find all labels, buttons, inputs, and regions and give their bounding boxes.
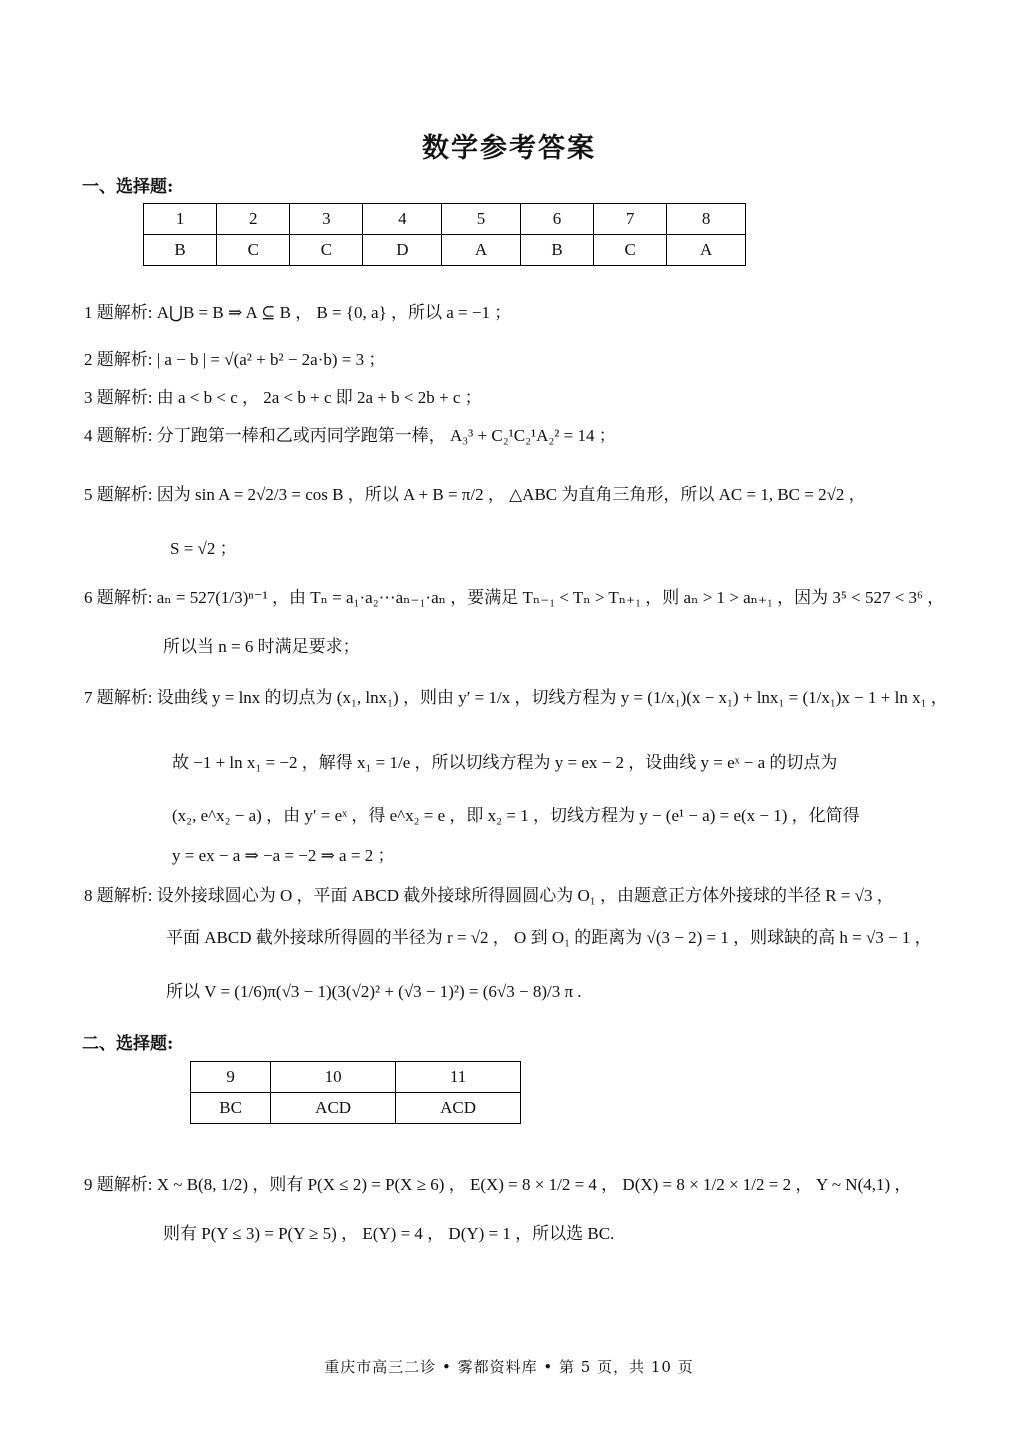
table-cell: 9 xyxy=(191,1062,271,1093)
table-cell: 4 xyxy=(363,204,442,235)
solution-8-line3: 所以 V = (1/6)π(√3 − 1)(3(√2)² + (√3 − 1)²) = (6√3 − 8)/3 π . xyxy=(166,982,582,1001)
table-cell: 3 xyxy=(290,204,363,235)
table-cell: B xyxy=(144,235,217,266)
table-cell: C xyxy=(217,235,290,266)
solution-7-line4: y = ex − a ⇒ −a = −2 ⇒ a = 2 ； xyxy=(172,846,395,865)
table-cell: 8 xyxy=(667,204,746,235)
solution-8 xyxy=(84,881,894,906)
solution-label: 6 题解析: xyxy=(84,588,153,607)
table-cell: A xyxy=(442,235,521,266)
solution-5-line2: S = √2 ； xyxy=(170,539,237,558)
table-cell: ACD xyxy=(396,1093,521,1124)
solution-6 xyxy=(84,583,944,608)
solution-2 xyxy=(84,345,385,370)
solution-4 xyxy=(84,421,616,446)
solution-6-line2: 所以当 n = 6 时满足要求； xyxy=(163,637,360,656)
solution-text: 因为 sin A = 2√2/3 = cos B ，所以 A + B = π/2 ， △ABC 为直角三角形，所以 AC = 1, BC = 2√2 ， xyxy=(156,485,866,504)
solution-text: 分丁跑第一棒和乙或丙同学跑第一棒， A₃³ + C₂¹C₂¹A₂² = 14 ； xyxy=(156,426,616,445)
table-cell: C xyxy=(594,235,667,266)
solution-text: A⋃B = B ⇒ A ⊆ B ， B = {0, a} ，所以 a = −1 ； xyxy=(156,303,512,322)
table-cell: 1 xyxy=(144,204,217,235)
solution-3 xyxy=(84,383,482,408)
table-row xyxy=(191,1093,521,1124)
table-cell: A xyxy=(667,235,746,266)
solution-text: | a − b | = √(a² + b² − 2a·b) = 3 ； xyxy=(156,350,386,369)
solution-label: 2 题解析: xyxy=(84,350,153,369)
solution-label: 9 题解析: xyxy=(84,1175,153,1194)
table-cell: 6 xyxy=(520,204,593,235)
table-cell: BC xyxy=(191,1093,271,1124)
solution-9 xyxy=(84,1170,911,1195)
solution-label: 3 题解析: xyxy=(84,388,153,407)
solution-7-line2: 故 −1 + ln x₁ = −2 ，解得 x₁ = 1/e ，所以切线方程为 y = ex − 2 ，设曲线 y = eˣ − a 的切点为 xyxy=(172,753,838,772)
table-row xyxy=(144,204,746,235)
solution-text: aₙ = 527(1/3)ⁿ⁻¹ ，由 Tₙ = a₁·a₂⋯aₙ₋₁·aₙ ，要满足 Tₙ₋₁ < Tₙ > Tₙ₊₁ ，则 aₙ > 1 > aₙ₊₁ ，因为 3⁵ < 527 < 3⁶ ， xyxy=(156,588,945,607)
table-cell: D xyxy=(363,235,442,266)
solution-text: 设外接球圆心为 O ，平面 ABCD 截外接球所得圆圆心为 O₁ ，由题意正方体外接球的半径 R = √3 ， xyxy=(156,886,894,905)
table-cell: 2 xyxy=(217,204,290,235)
answer-table-2 xyxy=(190,1061,521,1124)
section-heading-multi: 二、选择题: xyxy=(82,1034,174,1054)
table-cell: 11 xyxy=(396,1062,521,1093)
solution-label: 1 题解析: xyxy=(84,303,153,322)
solution-text: X ~ B(8, 1/2) ，则有 P(X ≤ 2) = P(X ≥ 6) ， E(X) = 8 × 1/2 = 4 ， D(X) = 8 × 1/2 × 1/2 = 2 ， Y ~ N(4,1) ， xyxy=(156,1175,912,1194)
table-cell: C xyxy=(290,235,363,266)
answer-table-1 xyxy=(143,203,746,266)
page-title: 数学参考答案 xyxy=(422,133,596,164)
table-cell: B xyxy=(520,235,593,266)
solution-7-line3: (x₂, e^x₂ − a) ，由 y′ = eˣ ，得 e^x₂ = e ，即 x₂ = 1 ，切线方程为 y − (e¹ − a) = e(x − 1) ，化简得 xyxy=(172,806,860,825)
table-cell: ACD xyxy=(271,1093,396,1124)
solution-label: 8 题解析: xyxy=(84,886,153,905)
solution-8-line2: 平面 ABCD 截外接球所得圆的半径为 r = √2 ， O 到 O₁ 的距离为 √(3 − 2) = 1 ，则球缺的高 h = √3 − 1 ， xyxy=(166,928,932,947)
table-cell: 10 xyxy=(271,1062,396,1093)
solution-7 xyxy=(84,683,948,708)
table-cell: 7 xyxy=(594,204,667,235)
table-row xyxy=(191,1062,521,1093)
solution-text: 设曲线 y = lnx 的切点为 (x₁, lnx₁) ，则由 y′ = 1/x ，切线方程为 y = (1/x₁)(x − x₁) + lnx₁ = (1/x₁)x − 1 + ln x₁ ， xyxy=(156,688,948,707)
solution-label: 4 题解析: xyxy=(84,426,153,445)
table-row xyxy=(144,235,746,266)
section-heading-choice: 一、选择题: xyxy=(82,177,174,197)
page-footer: 重庆市高三二诊 • 雾都资料库 • 第 5 页，共 10 页 xyxy=(324,1358,694,1376)
solution-label: 5 题解析: xyxy=(84,485,153,504)
solution-text: 由 a < b < c ， 2a < b + c 即 2a + b < 2b + c ； xyxy=(156,388,482,407)
solution-5 xyxy=(84,480,866,505)
solution-1 xyxy=(84,298,511,323)
table-cell: 5 xyxy=(442,204,521,235)
solution-label: 7 题解析: xyxy=(84,688,153,707)
solution-9-line2: 则有 P(Y ≤ 3) = P(Y ≥ 5) ， E(Y) = 4 ， D(Y) = 1 ，所以选 BC. xyxy=(163,1224,615,1243)
